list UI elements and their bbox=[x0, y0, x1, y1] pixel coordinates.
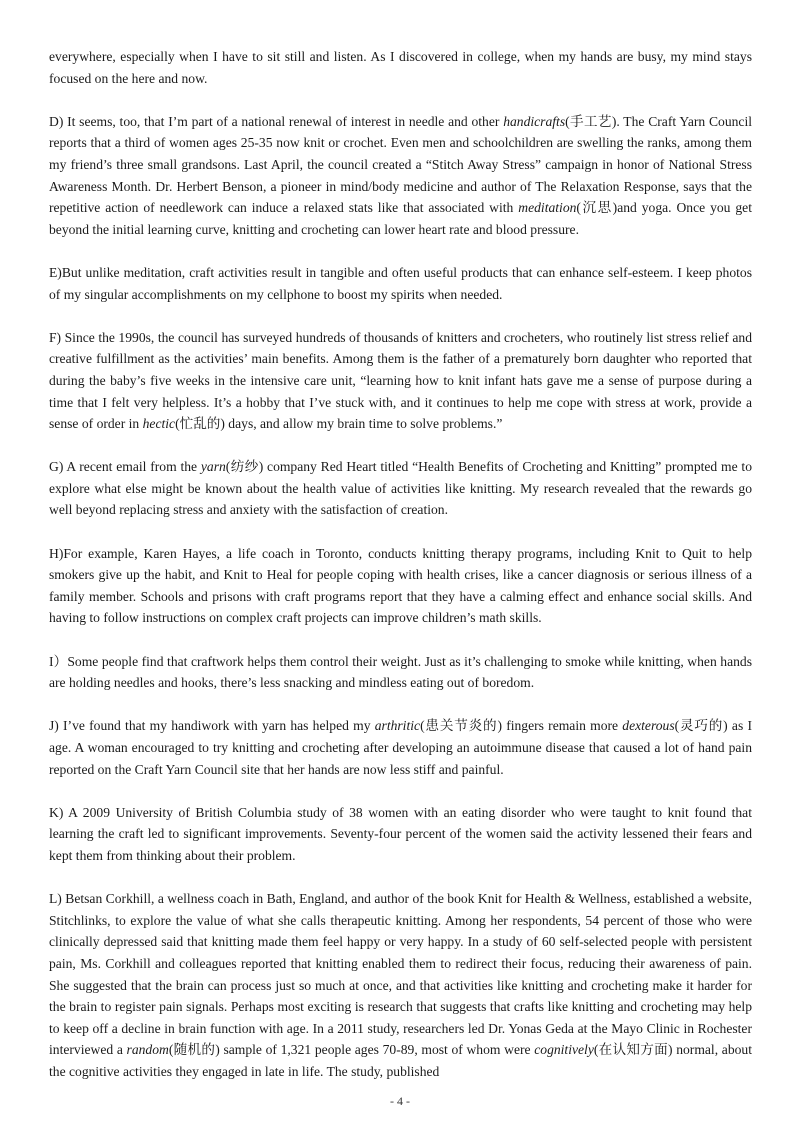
paragraph bbox=[49, 111, 752, 241]
paragraph bbox=[49, 715, 752, 780]
italic-term: meditation bbox=[518, 200, 577, 216]
paragraph bbox=[49, 651, 752, 694]
paragraph bbox=[49, 802, 752, 867]
paragraph-text: (手工艺). The Craft Yarn Council reports that a third of women ages 25-35 now knit or crochet. Even men and schoolchildren are swelling the ranks, among them my friend’s three small grandsons. Last April, the council created a “Stitch Away Stress” campaign in honor of National Stress Awareness Month. Dr. Herbert Benson, a pioneer in mind/body medicine and author of The Relaxation Response, says that the repetitive action of needlework can induce a relaxed stats like that associated with bbox=[49, 113, 753, 216]
paragraph-text: L) Betsan Corkhill, a wellness coach in Bath, England, and author of the book Knit for Health & Wellness, established a website, Stitchlinks, to explore the value of what she calls therapeutic knitting. Among her respondents, 54 percent of those who were clinically depressed said that knitting made them feel happy or very happy. In a study of 60 self-selected people with persistent pain, Ms. Corkhill and colleagues reported that knitting enabled them to redirect their focus, reducing their awareness of pain. She suggested that the brain can process just so much at once, and that activities like knitting and crocheting make it harder for the brain to register pain signals. Perhaps most exciting is research that suggests that crafts like knitting and crocheting may help to keep off a decline in brain function with age. In a 2011 study, researchers led Dr. Yonas Geda at the Mayo Clinic in Rochester interviewed a bbox=[49, 891, 752, 1058]
paragraph-text: (随机的) sample of 1,321 people ages 70-89, most of whom were bbox=[168, 1042, 535, 1058]
paragraph-text: (纺纱) company Red Heart titled “Health Benefits of Crocheting and Knitting” prompted me to explore what else might be known about the health value of activities like knitting. My research revealed that the rewards go well beyond replacing stress and anxiety with the satisfaction of creation. bbox=[49, 459, 752, 518]
paragraph-text: J) I’ve found that my handiwork with yarn has helped my bbox=[49, 718, 375, 734]
paragraph bbox=[49, 327, 752, 435]
italic-term: dexterous bbox=[622, 718, 675, 734]
paragraph bbox=[49, 543, 752, 629]
paragraph-text: K) A 2009 University of British Columbia study of 38 women with an eating disorder who were taught to knit found that learning the craft led to significant improvements. Seventy-four percent of the women said the activity lessened their fears and kept them from thinking about their problem. bbox=[49, 804, 752, 863]
italic-term: cognitively bbox=[534, 1042, 594, 1058]
paragraph-text: (忙乱的) days, and allow my brain time to solve problems.” bbox=[175, 416, 503, 432]
paragraph bbox=[49, 46, 752, 89]
paragraph-text: D) It seems, too, that I’m part of a national renewal of interest in needle and other bbox=[49, 113, 504, 129]
paragraph-text: (沉思)and yoga. Once you get beyond the initial learning curve, knitting and crocheting can lower heart rate and blood pressure. bbox=[49, 200, 752, 237]
paragraph bbox=[49, 888, 752, 1082]
page-number: - 4 - bbox=[390, 1094, 410, 1108]
italic-term: yarn bbox=[200, 459, 226, 475]
italic-term: hectic bbox=[142, 416, 176, 432]
paragraph-text: H)For example, Karen Hayes, a life coach in Toronto, conducts knitting therapy programs, including Knit to Quit to help smokers give up the habit, and Knit to Heal for people coping with health crises, like a cancer diagnosis or serious illness of a family member. Schools and prisons with craft programs report that they have a calming effect and enhance social skills. And having to follow instructions on complex craft projects can improve children’s math skills. bbox=[49, 545, 752, 626]
paragraph-text: everywhere, especially when I have to sit still and listen. As I discovered in college, when my hands are busy, my mind stays focused on the here and now. bbox=[49, 49, 752, 86]
paragraph bbox=[49, 456, 752, 521]
paragraph bbox=[49, 262, 752, 305]
paragraph-text: I）Some people find that craftwork helps them control their weight. Just as it’s challenging to smoke while knitting, when hands are holding needles and hooks, there’s less snacking and mindless eating out of boredom. bbox=[49, 653, 752, 691]
paragraph-text: (在认知方面) normal, about the cognitive activities they engaged in late in life. The study, published bbox=[49, 1042, 752, 1079]
document-body bbox=[49, 46, 752, 1083]
italic-term: arthritic bbox=[374, 718, 421, 734]
italic-term: random bbox=[126, 1042, 169, 1058]
paragraph-text: G) A recent email from the bbox=[49, 459, 201, 475]
paragraph-text: (患关节炎的) fingers remain more bbox=[420, 718, 623, 734]
italic-term: handicrafts bbox=[503, 113, 566, 129]
paragraph-text: E)But unlike meditation, craft activities result in tangible and often useful products that can enhance self-esteem. I keep photos of my singular accomplishments on my cellphone to boost my spirits when needed. bbox=[49, 264, 752, 302]
paragraph-text: (灵巧的) as I age. A woman encouraged to try knitting and crocheting after developing an autoimmune disease that caused a lot of hand pain reported on the Craft Yarn Council site that her hands are now less stiff and painful. bbox=[49, 718, 752, 777]
paragraph-text: F) Since the 1990s, the council has surveyed hundreds of thousands of knitters and crocheters, who routinely list stress relief and creative fulfillment as the activities’ main benefits. Among them is the father of a prematurely born daughter who reported that during the baby’s five weeks in the intensive care unit, “learning how to knit infant hats gave me a sense of purpose during a time that I felt very helpless. It’s a hobby that I’ve stuck with, and it continues to help me cope with stress at work, provide a sense of order in bbox=[49, 329, 752, 432]
